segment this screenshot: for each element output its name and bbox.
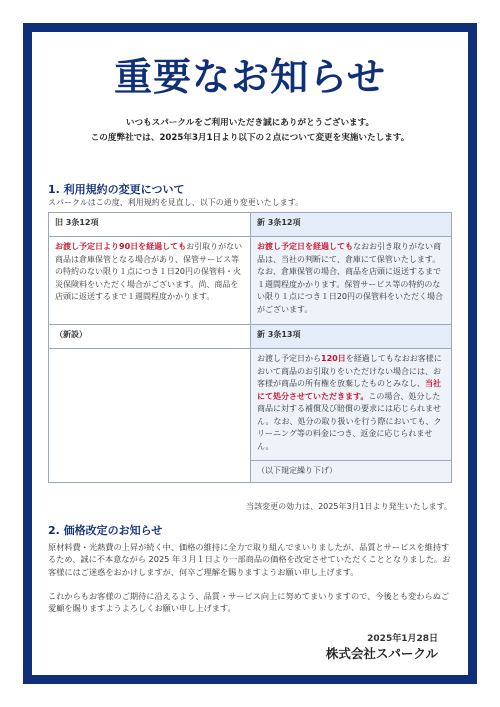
old-header-3-12: 旧 3条12項 [49, 213, 251, 237]
company-name: 株式会社スパークル [325, 646, 438, 661]
clause-13-text-c: この場合、処分した商品に対する補償及び賠償の要求には応じられません。なお、処分の取り扱いを行う際においても、クリーニング等の料金につき、返金に応じられません。 [257, 391, 442, 451]
old-clause-highlight: お渡し予定日より90日を経過しても [55, 242, 187, 251]
page-title: 重要なお知らせ [114, 55, 386, 99]
section1-subtext: スパークルはこの度、利用規約を見直し、以下の通り変更いたします。 [48, 198, 304, 207]
section2-heading: 2. 価格改定のお知らせ [48, 524, 163, 537]
clause-13-disposal: 当社にて処分させていただきます。 [257, 379, 441, 401]
new-header-3-13: 新 3条13項 [251, 325, 452, 349]
new-clause-highlight: お渡し予定日を経過しても [257, 242, 353, 251]
following-rules-note: （以下規定繰り下げ） [251, 461, 452, 483]
clause-13-text-a: お渡し予定日から [257, 354, 321, 363]
terms-comparison-table [48, 212, 452, 483]
issue-date: 2025年1月28日 [367, 634, 438, 644]
intro-text [0, 116, 500, 146]
effective-date-note: 当該変更の効力は、2025年3月1日より発生いたします。 [246, 502, 452, 511]
new-clause-text: なおお引き取りがない商品は、当社の判断にて、倉庫にて保管いたします。なお、倉庫保管の場合、商品を店頭に返送するまで１週間程度かかります。保管サービス等の特約のない限り１点につき１日20円の保管料をいただく場合がございます。 [257, 242, 444, 314]
new-clause-3-13 [251, 349, 452, 461]
clause-13-text-b: を経過してもなおお客様において商品のお引取りをいただけない場合には、お客様が商品の所有権を放棄したものとみなし、 [257, 354, 442, 388]
old-clause-empty [49, 349, 251, 483]
table-row [49, 349, 452, 461]
intro-line-1: いつもスパークルをご利用いただき誠にありがとうございます。 [125, 118, 375, 128]
old-clause-3-12 [49, 237, 251, 325]
old-header-new-clause: （新設） [49, 325, 251, 349]
old-clause-text: お引取りがない商品は倉庫保管となる場合があり、保管サービス等の特約のない限り１点につき１日20円の保管料・火災保険料をいただく場合がございます。尚、商品を店頭に返送するまで１週間程度かかります。 [55, 242, 243, 301]
closing-paragraph: これからもお客様のご期待に沿えるよう、品質・サービス向上に努めてまいりますので、今後とも変わらぬご愛顧を賜りますようよろしくお願い申し上げます。 [48, 591, 450, 614]
table-row [49, 213, 452, 237]
section1-heading: 1. 利用規約の変更について [48, 183, 185, 196]
clause-13-days: 120日 [321, 354, 346, 363]
new-clause-3-12 [251, 237, 452, 325]
intro-line-2: この度弊社では、2025年3月1日より以下の２点について変更を実施いたします。 [90, 133, 410, 143]
price-revision-paragraph: 原材料費・光熱費の上昇が続く中、価格の維持に全力で取り組んでまいりましたが、品質とサービスを維持するため、誠に不本意ながら 2025 年３月１日より一部商品の価格を改定させていただくこととなりました。お客様にはご迷惑をおかけしますが、何卒ご理解を賜りますようお願い申し上げます。 [48, 542, 451, 577]
table-row [49, 237, 452, 325]
new-header-3-12: 新 3条12項 [251, 213, 452, 237]
table-row [49, 325, 452, 349]
